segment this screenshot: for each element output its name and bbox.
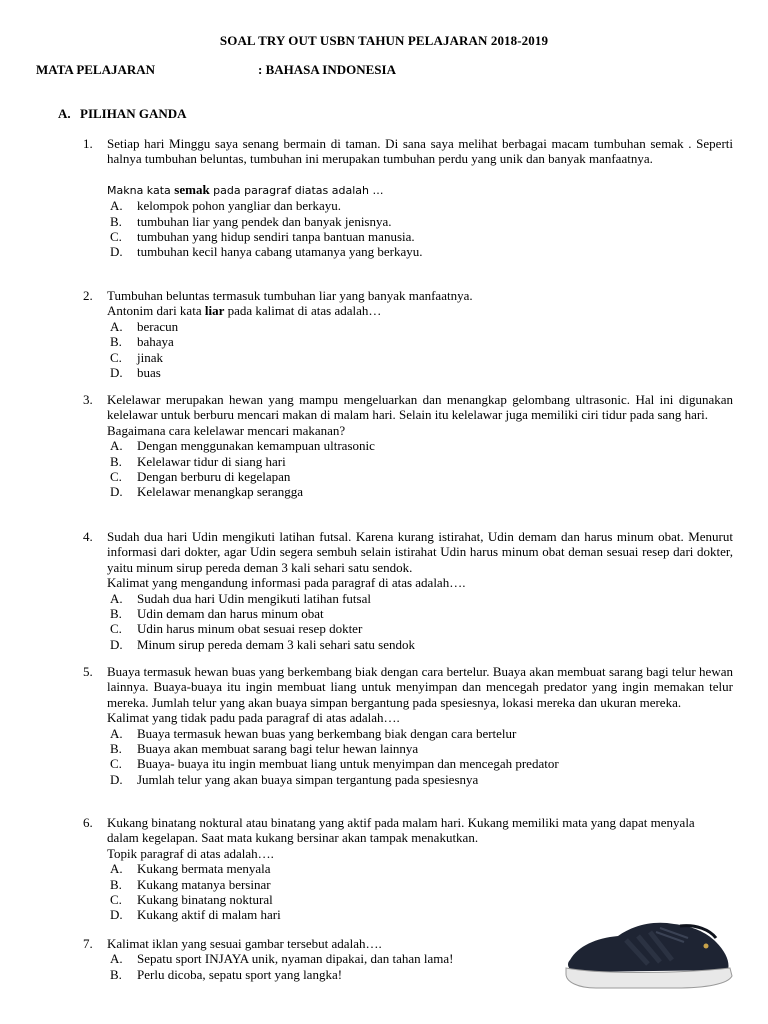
option-d[interactable]: D. buas xyxy=(110,365,161,381)
question-5 xyxy=(83,664,733,787)
question-4 xyxy=(83,529,733,652)
answer-options xyxy=(107,198,733,260)
option-a[interactable]: A. Buaya termasuk hewan buas yang berkembang biak dengan cara bertelur xyxy=(110,725,517,741)
question-number: 5. xyxy=(83,664,93,679)
question-paragraph: Sudah dua hari Udin mengikuti latihan futsal. Karena kurang istirahat, Udin demam dan harus minum obat. Menurut informasi dari dokter, agar Udin segera sembuh selain istirahat Udin harus minum obat deman sesuai resep dari dokter, yaitu minum sirup pereda deman 3 kali sehari satu sendok. xyxy=(107,529,733,575)
section-letter: A. xyxy=(58,106,71,121)
option-c[interactable]: C. jinak xyxy=(110,349,163,365)
question-7 xyxy=(83,936,553,982)
option-d[interactable]: D. Jumlah telur yang akan buaya simpan tergantung pada spesiesnya xyxy=(110,771,479,787)
answer-options xyxy=(107,591,733,653)
question-prompt: Kalimat yang mengandung informasi pada paragraf di atas adalah…. xyxy=(107,575,466,591)
option-d[interactable]: D. Minum sirup pereda demam 3 kali sehari satu sendok xyxy=(110,636,415,652)
option-b[interactable]: B. Kelelawar tidur di siang hari xyxy=(110,453,286,469)
option-c[interactable]: C. Dengan berburu di kegelapan xyxy=(110,469,291,485)
question-paragraph: Kukang binatang noktural atau binatang yang aktif pada malam hari. Kukang memiliki mata yang dapat menyala dalam kegelapan. Saat mata kukang bersinar akan tampak menakutkan. xyxy=(107,815,695,846)
option-c[interactable]: C. Buaya- buaya itu ingin membuat liang untuk menyimpan dan mencegah predator xyxy=(110,756,559,772)
question-paragraph: Tumbuhan beluntas termasuk tumbuhan liar yang banyak manfaatnya. xyxy=(107,288,473,303)
section-heading xyxy=(58,106,187,122)
answer-options xyxy=(107,438,733,500)
shoe-logo xyxy=(704,944,709,949)
question-number: 2. xyxy=(83,288,93,303)
question-prompt: Kalimat yang tidak padu pada paragraf di atas adalah…. xyxy=(107,710,400,726)
subject-value: : BAHASA INDONESIA xyxy=(258,62,396,77)
option-b[interactable]: B. tumbuhan liar yang pendek dan banyak jenisnya. xyxy=(110,213,392,229)
question-3 xyxy=(83,392,733,500)
question-prompt: Topik paragraf di atas adalah…. xyxy=(107,845,274,861)
option-b[interactable]: B. bahaya xyxy=(110,334,174,350)
question-prompt: Bagaimana cara kelelawar mencari makanan? xyxy=(107,422,346,438)
question-prompt: Antonim dari kata liar pada kalimat di atas adalah… xyxy=(107,303,382,319)
answer-options xyxy=(107,861,733,923)
option-d[interactable]: D. Kukang aktif di malam hari xyxy=(110,907,281,923)
question-paragraph: Kelelawar merupakan hewan yang mampu mengeluarkan dan menangkap gelombang ultrasonic. Hal ini digunakan kelelawar untuk berburu mencari makan di malam hari. Selain itu kelelawar juga memiliki ciri tidur pada sang hari. xyxy=(107,392,733,423)
question-6 xyxy=(83,815,733,923)
option-a[interactable]: A. Sudah dua hari Udin mengikuti latihan futsal xyxy=(110,590,371,606)
option-d[interactable]: D. Kelelawar menangkap serangga xyxy=(110,484,304,500)
answer-options xyxy=(107,951,553,982)
answer-options xyxy=(107,726,733,788)
question-paragraph: Setiap hari Minggu saya senang bermain di taman. Di sana saya melihat berbagai macam tumbuhan semak . Seperti halnya tumbuhan beluntas, tumbuhan ini merupakan tumbuhan perdu yang unik dan banyak manfaatnya. xyxy=(107,136,733,167)
question-2 xyxy=(83,288,733,380)
question-number: 1. xyxy=(83,136,93,151)
document-title: SOAL TRY OUT USBN TAHUN PELAJARAN 2018-2019 xyxy=(219,33,549,48)
option-c[interactable]: C. tumbuhan yang hidup sendiri tanpa bantuan manusia. xyxy=(110,229,415,245)
option-c[interactable]: C. Udin harus minum obat sesuai resep dokter xyxy=(110,621,363,637)
question-number: 6. xyxy=(83,815,93,830)
subject-label: MATA PELAJARAN xyxy=(36,62,156,77)
question-prompt: Makna kata semak pada paragraf diatas adalah … xyxy=(107,181,384,197)
option-b[interactable]: B. Perlu dicoba, sepatu sport yang langka! xyxy=(110,966,343,982)
option-a[interactable]: A. Sepatu sport INJAYA unik, nyaman dipakai, dan tahan lama! xyxy=(110,951,454,967)
question-paragraph: Buaya termasuk hewan buas yang berkembang biak dengan cara bertelur. Buaya akan membuat sarang bagi telur hewan lainnya. Buaya-buaya itu ingin membuat liang untuk menyimpan dan mencegah predator yang ingin memakan telur mereka. Jumlah telur yang akan buaya simpan bergantung pada spesiesnya, lokasi mereka dan ukuran mereka. xyxy=(107,664,733,710)
question-number: 3. xyxy=(83,392,93,407)
option-c[interactable]: C. Kukang binatang noktural xyxy=(110,892,273,908)
answer-options xyxy=(107,319,733,381)
question-1 xyxy=(83,136,733,260)
option-b[interactable]: B. Udin demam dan harus minum obat xyxy=(110,606,324,622)
option-a[interactable]: A. Kukang bermata menyala xyxy=(110,861,271,877)
section-name: PILIHAN GANDA xyxy=(80,106,187,121)
option-a[interactable]: A. beracun xyxy=(110,318,179,334)
option-b[interactable]: B. Buaya akan membuat sarang bagi telur hewan lainnya xyxy=(110,741,419,757)
option-a[interactable]: A. kelompok pohon yangliar dan berkayu. xyxy=(110,198,341,214)
question-number: 7. xyxy=(83,936,93,951)
option-b[interactable]: B. Kukang matanya bersinar xyxy=(110,876,271,892)
option-d[interactable]: D. tumbuhan kecil hanya cabang utamanya yang berkayu. xyxy=(110,244,423,260)
sport-shoe-image xyxy=(556,916,736,996)
option-a[interactable]: A. Dengan menggunakan kemampuan ultrasonic xyxy=(110,438,375,454)
question-prompt: Kalimat iklan yang sesuai gambar tersebut adalah…. xyxy=(107,936,382,951)
question-number: 4. xyxy=(83,529,93,544)
